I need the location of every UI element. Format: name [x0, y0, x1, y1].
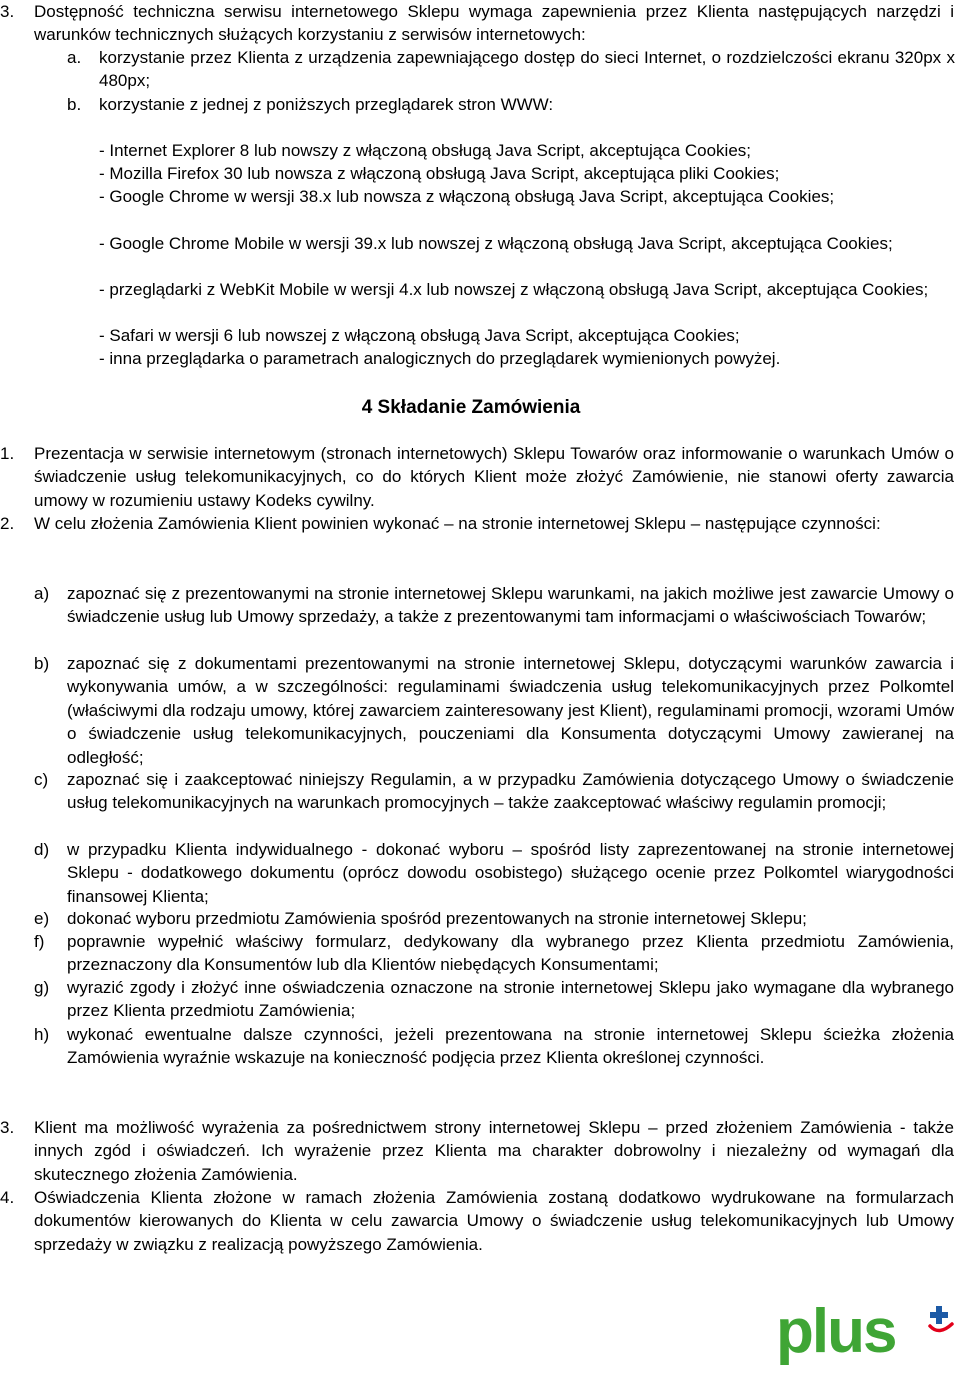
step-text: zapoznać się z prezentowanymi na stronie internetowej Sklepu warunkami, na jakich możliwe jest zawarcie Umowy o świadczenie usług lub Umowy sprzedaży, a także z prezentowanymi tam informacjami o właściwościach Towarów;	[67, 584, 954, 627]
browser-list-item: - Mozilla Firefox 30 lub nowsza z włączoną obsługą Java Script, akceptująca pliki Cookies;	[99, 164, 780, 183]
point-number: 1.	[0, 444, 15, 463]
step-text: w przypadku Klienta indywidualnego - dokonać wyboru – spośród listy zaprezentowanej na stronie internetowej Sklepu - dodatkowego dokumentu (oprócz dowodu osobistego) służącego ocenie przez Polkomtel wiarygodności finansowej Klienta;	[67, 840, 954, 906]
browser-list-item: - Google Chrome Mobile w wersji 39.x lub nowszej z włączoną obsługą Java Script, akceptująca Cookies;	[99, 234, 893, 253]
step-label: f)	[34, 932, 45, 951]
point-text: W celu złożenia Zamówienia Klient powinien wykonać – na stronie internetowej Sklepu – następujące czynności:	[34, 514, 881, 533]
sub-item-text: korzystanie przez Klienta z urządzenia zapewniającego dostęp do sieci Internet, o rozdzielczości ekranu 320px x 480px;	[99, 48, 955, 91]
plus-logo	[776, 1300, 956, 1376]
step-text: dokonać wyboru przedmiotu Zamówienia spośród prezentowanych na stronie internetowej Sklepu;	[67, 909, 807, 928]
point-text: Oświadczenia Klienta złożone w ramach złożenia Zamówienia zostaną dodatkowo wydrukowane na formularzach dokumentów kierowanych do Klienta w celu zawarcia Umowy o świadczenie usług telekomunikacyjnych lub Umowy sprzedaży w związku z realizacją powyższego Zamówienia.	[34, 1188, 954, 1254]
step-label: a)	[34, 584, 50, 603]
point-number: 3.	[0, 1118, 15, 1137]
browser-list-item: - Google Chrome w wersji 38.x lub nowsza z włączoną obsługą Java Script, akceptująca Cookies;	[99, 187, 835, 206]
section-heading	[0, 396, 960, 419]
item-text: Dostępność techniczna serwisu internetowego Sklepu wymaga zapewnienia przez Klienta następujących narzędzi i warunków technicznych służących korzystaniu z serwisów internetowych:	[34, 2, 954, 45]
step-text: zapoznać się z dokumentami prezentowanymi na stronie internetowej Sklepu, dotyczącymi warunków zawarcia i wykonywania umów, a w szczególności: regulaminami świadczenia usług telekomunikacyjnych przez Polkomtel (właściwymi dla rodzaju umowy, której zawarciem zainteresowany jest Klient), regulaminami promocji, wzorami Umów o świadczenie usług telekomunikacyjnych, pouczeniami dla Konsumenta dotyczącymi Umowy zawieranej na odległość;	[67, 654, 954, 767]
sub-item-label: a.	[67, 48, 82, 67]
point-text: Prezentacja w serwisie internetowym (stronach internetowych) Sklepu Towarów oraz informowanie o warunkach Umów o świadczenie usług telekomunikacyjnych, co do których Klient może złożyć Zamówienie, nie stanowi oferty zawarcia umowy w rozumieniu ustawy Kodeks cywilny.	[34, 444, 954, 510]
step-label: h)	[34, 1025, 50, 1044]
section-heading-text: 4 Składanie Zamówienia	[361, 397, 581, 418]
browser-list-item: - inna przeglądarka o parametrach analogicznych do przeglądarek wymienionych powyżej.	[99, 349, 781, 368]
step-label: d)	[34, 840, 50, 859]
point-number: 4.	[0, 1188, 15, 1207]
sub-item-text: korzystanie z jednej z poniższych przeglądarek stron WWW:	[99, 95, 554, 114]
step-label: e)	[34, 909, 50, 928]
step-text: poprawnie wypełnić właściwy formularz, dedykowany dla wybranego przez Klienta przedmiotu Zamówienia, przeznaczony dla Konsumentów lub dla Klientów niebędących Konsumentami;	[67, 932, 954, 975]
step-text: wykonać ewentualne dalsze czynności, jeżeli prezentowana na stronie internetowej Sklepu ścieżka złożenia Zamówienia wyraźnie wskazuje na konieczność podjęcia przez Klienta określonej czynności.	[67, 1025, 954, 1068]
plus-logo-text: plus	[776, 1300, 896, 1366]
browser-list-item: - przeglądarki z WebKit Mobile w wersji 4.x lub nowszej z włączoną obsługą Java Script, akceptująca Cookies;	[99, 280, 929, 299]
step-text: zapoznać się i zaakceptować niniejszy Regulamin, a w przypadku Zamówienia dotyczącego Umowy o świadczenie usług telekomunikacyjnych na warunkach promocyjnych – także zaakceptować właściwy regulamin promocji;	[67, 770, 954, 813]
step-label: g)	[34, 978, 50, 997]
item-number: 3.	[0, 2, 15, 21]
step-text: wyrazić zgody i złożyć inne oświadczenia oznaczone na stronie internetowej Sklepu jako wymagane dla wybranego przez Klienta przedmiotu Zamówienia;	[67, 978, 954, 1021]
step-label: c)	[34, 770, 49, 789]
browser-list-item: - Internet Explorer 8 lub nowszy z włączoną obsługą Java Script, akceptująca Cookies;	[99, 141, 751, 160]
sub-item-label: b.	[67, 95, 82, 114]
browser-list-item: - Safari w wersji 6 lub nowszej z włączoną obsługą Java Script, akceptująca Cookies;	[99, 326, 740, 345]
plus-logo-graphic	[776, 1300, 956, 1370]
point-text: Klient ma możliwość wyrażenia za pośrednictwem strony internetowej Sklepu – przed złożeniem Zamówienia - także innych zgód i oświadczeń. Ich wyrażenie przez Klienta ma charakter dobrowolny i niezależny od wymagań dla skutecznego złożenia Zamówienia.	[34, 1118, 954, 1184]
point-number: 2.	[0, 514, 15, 533]
step-label: b)	[34, 654, 50, 673]
plus-sign-icon	[930, 1306, 952, 1331]
